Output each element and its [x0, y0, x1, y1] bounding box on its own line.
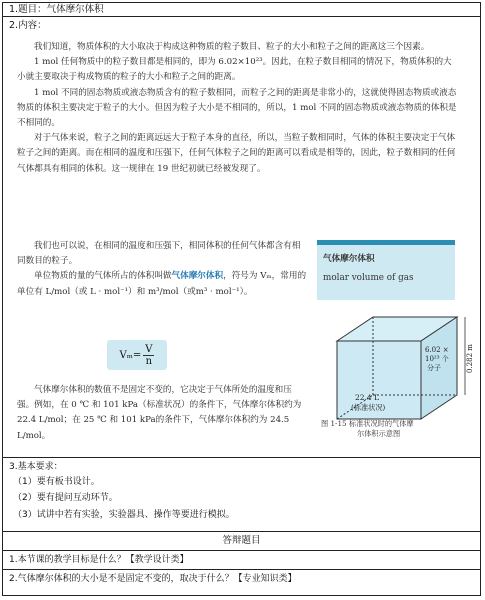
paragraph: 我们知道，物质体积的大小取决于构成这种物质的粒子数目、粒子的大小和粒子之间的距离这三个因素。	[34, 42, 430, 52]
svg-text:10²³ 个: 10²³ 个	[425, 355, 449, 363]
defense-question-row	[3, 551, 480, 570]
cube-figure	[315, 307, 475, 427]
requirement-item: （3）试讲中若有实验，实验器具、操作等要进行模拟。	[13, 510, 235, 520]
defense-question: 2.气体摩尔体积的大小是不是固定不变的，取决于什么？【专业知识类】	[9, 574, 297, 584]
defense-heading-row	[3, 532, 480, 551]
term-sidebox	[317, 240, 455, 300]
content-heading: 2.内容：	[9, 20, 47, 31]
requirement-item: （2）要有提问互动环节。	[13, 493, 118, 503]
paragraph: 我们也可以说，在相同的温度和压强下，相同体积的任何气体都含有相同数目的粒子。	[17, 241, 301, 267]
requirement-item: （1）要有板书设计。	[13, 477, 100, 487]
paragraph-definition: 单位物质的量的气体所占的体积叫做气体摩尔体积，符号为 Vₘ，常用的单位有 L/mol（或 L · mol⁻¹）和 m³/mol（或m³ · mol⁻¹）。	[17, 271, 307, 297]
paragraph: 1 mol 不同的固态物质或液态物质含有的粒子数相同，而粒子之间的距离是非常小的，这就使得固态物质或液态物质的体积主要决定于粒子的大小。但因为粒子大小是不相同的，所以，1 mol 不同的固态物质或液态物质的体积是不相同的。	[17, 87, 457, 129]
cube-edge: 0.282 m	[466, 344, 474, 373]
highlight-term: 气体摩尔体积	[171, 271, 224, 282]
content-lower-left	[17, 239, 307, 300]
content-section	[3, 17, 480, 458]
figure-caption: 图 1-15 标准状况时的气体摩 尔体积示意图	[321, 419, 414, 438]
topic-label: 1.题目：气体摩尔体积	[9, 4, 104, 15]
cube-condition: (标准状况)	[351, 403, 386, 412]
defense-heading: 答辩题目	[222, 535, 261, 546]
defense-question: 1.本节课的教学目标是什么？【教学设计类】	[9, 555, 189, 565]
formula-box: Vₘ= $\frac{V}{n}$	[107, 340, 167, 370]
sidebox-title: 气体摩尔体积	[323, 254, 375, 264]
requirements-heading: 3.基本要求：	[9, 462, 63, 472]
paragraph: 1 mol 任何物质中的粒子数目都是相同的，即为 6.02×10²³。因此，在粒子数目相同的情况下，物质体积的大小就主要取决于构成物质的粒子的大小和粒子之间的距离。	[17, 57, 452, 83]
content-upper	[17, 40, 457, 177]
topic-row	[3, 3, 480, 17]
sidebox-english: molar volume of gas	[323, 273, 414, 283]
exam-sheet	[2, 2, 481, 596]
paragraph: 对于气体来说，粒子之间的距离远远大于粒子本身的直径，所以，当粒子数相同时，气体的体积主要决定于气体粒子之间的距离。而在相同的温度和压强下，任何气体粒子之间的距离可以看成是相等的，因此，粒子数相同的任何气体都具有相同的体积。这一规律在 19 世纪初就已经被发现了。	[17, 133, 456, 174]
svg-text:分子: 分子	[427, 364, 441, 372]
cube-volume: 22.4 L	[355, 393, 380, 402]
requirements-section	[3, 458, 480, 532]
content-lower-left-2	[17, 383, 307, 444]
defense-question-row	[3, 570, 480, 594]
paragraph: 气体摩尔体积的数值不是固定不变的，它决定于气体所处的温度和压强。例如，在 0 ℃ 和 101 kPa（标准状况）的条件下，气体摩尔体积约为 22.4 L/mol；在 25 ℃ 和 101 kPa的条件下，气体摩尔体积约为 24.5 L/mol。	[17, 385, 302, 441]
cube-particles: 6.02 ×	[425, 346, 449, 354]
